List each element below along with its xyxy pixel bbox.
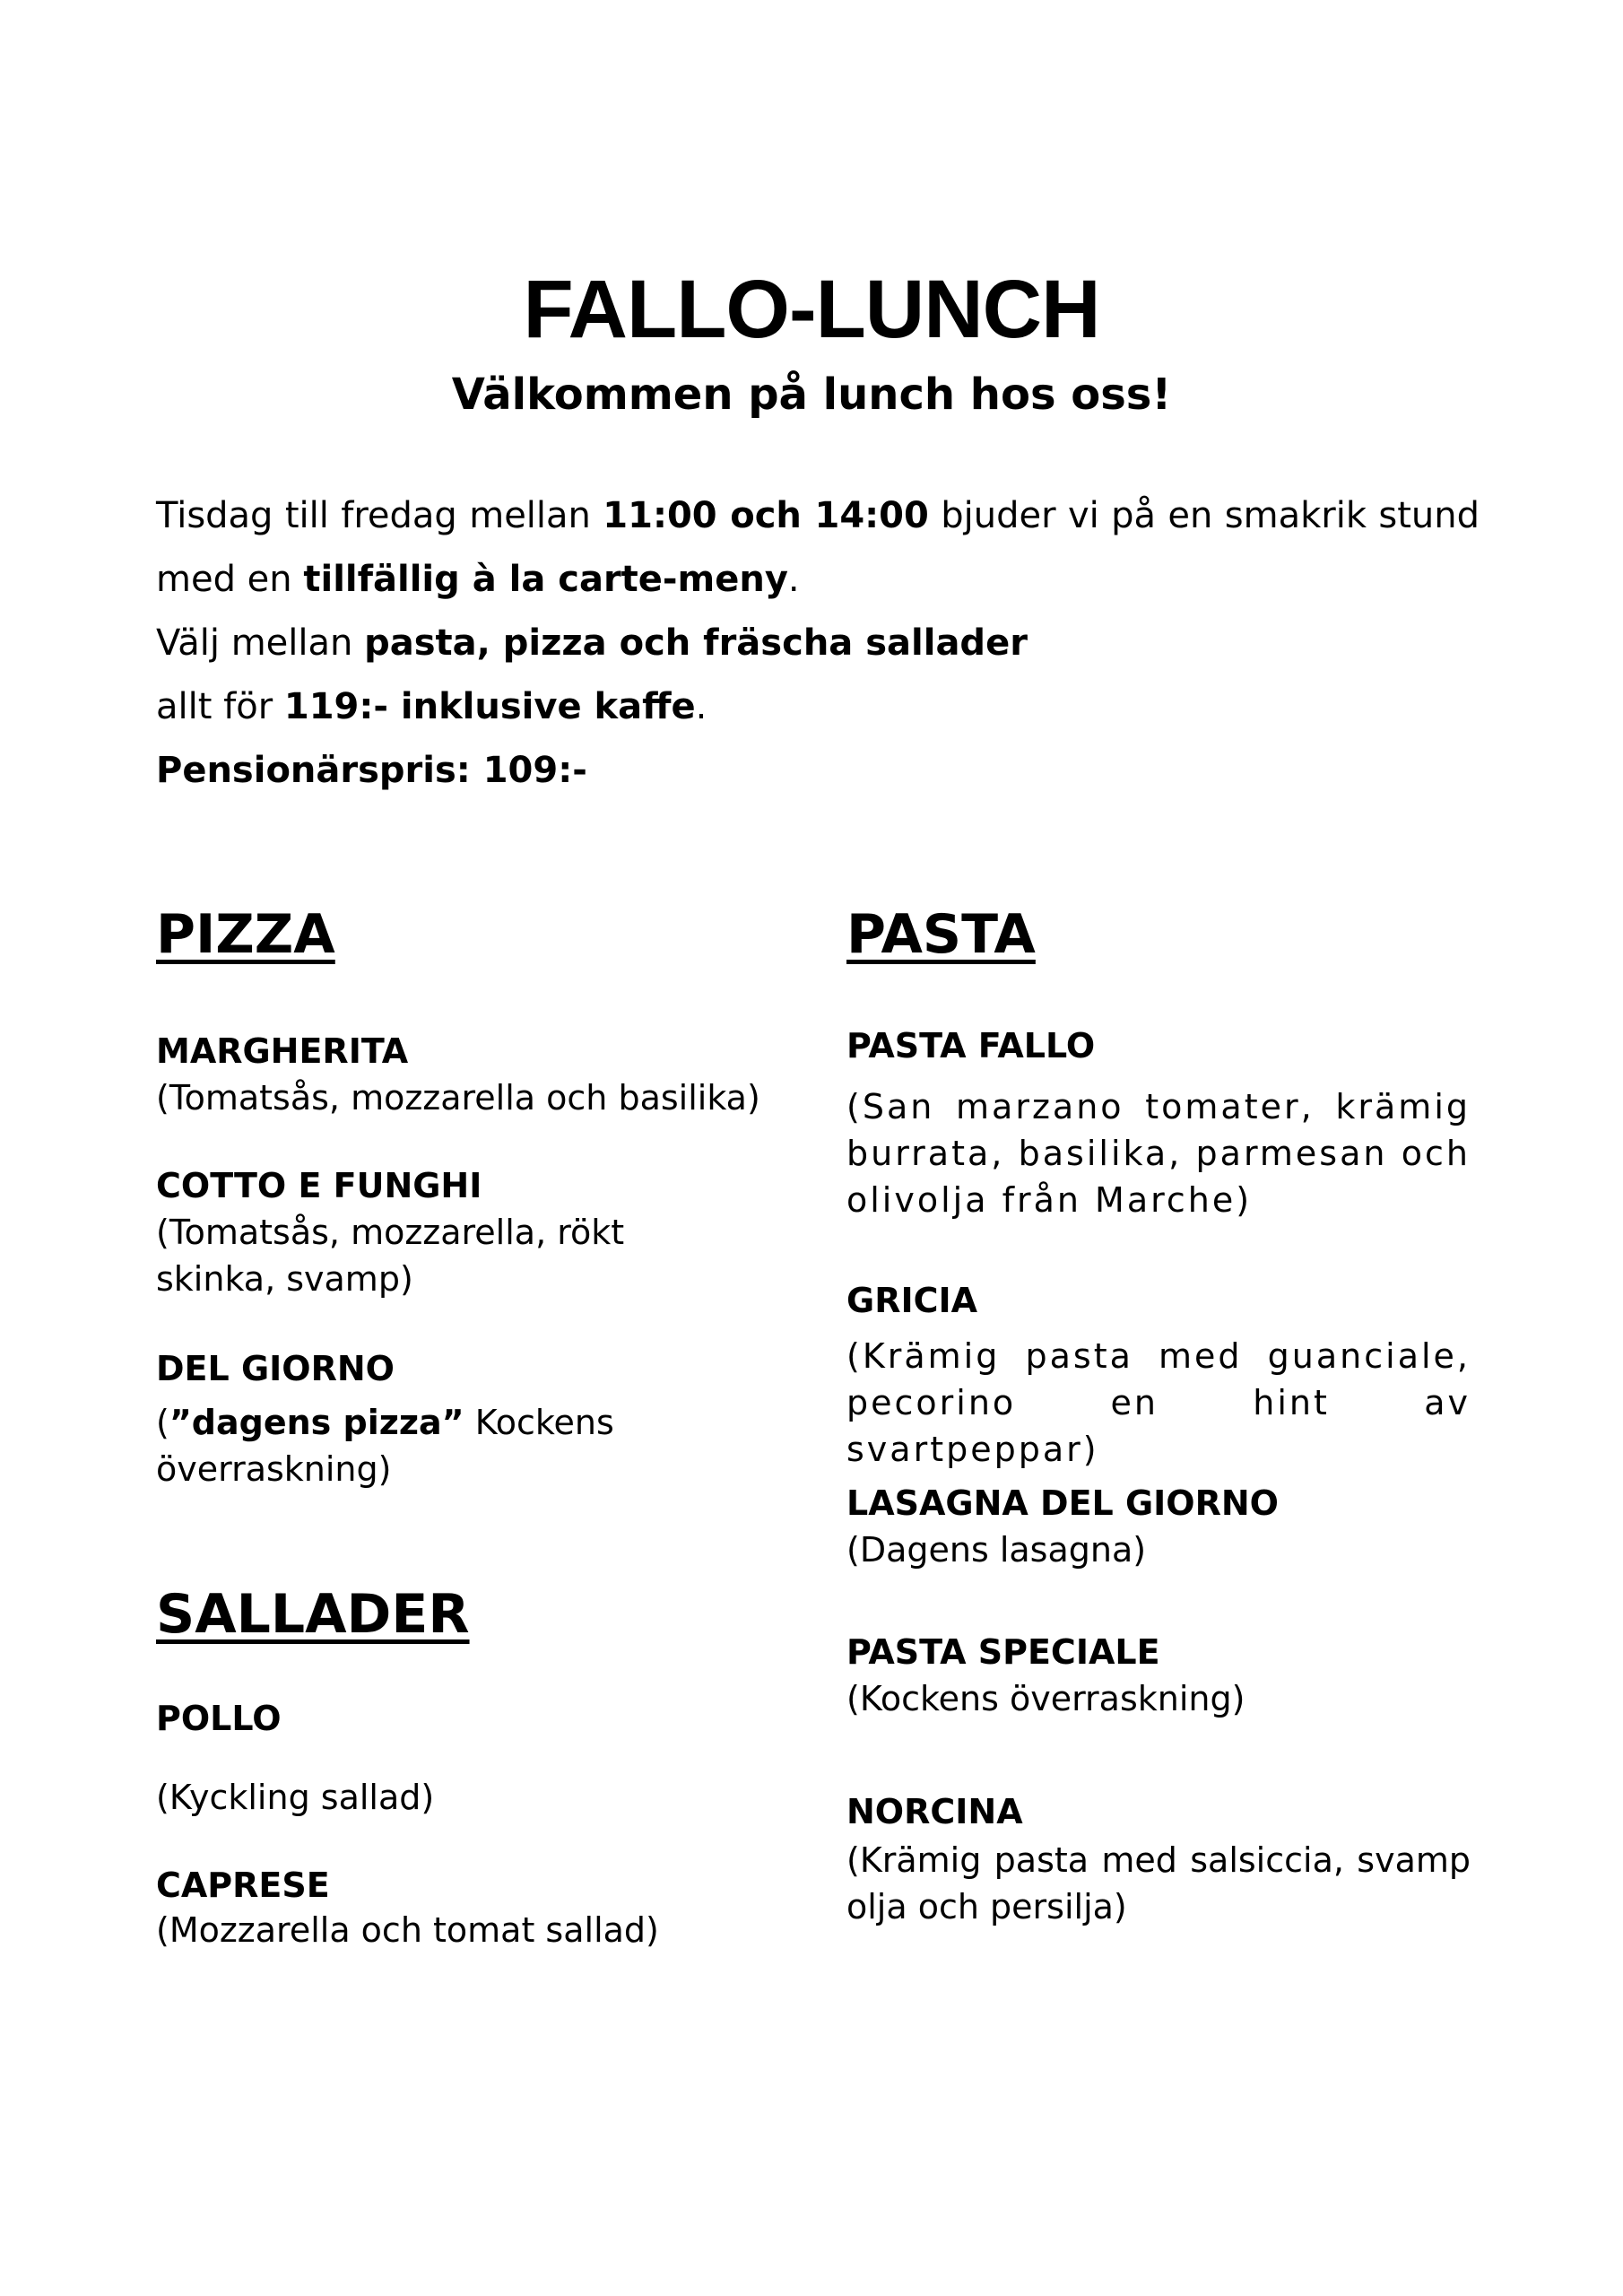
pasta-item-name: LASAGNA DEL GIORNO (846, 1483, 1279, 1523)
intro-line-5 (156, 739, 1480, 803)
pizza-item-desc (156, 1399, 658, 1492)
pasta-item-desc: (Kockens överraskning) (846, 1679, 1245, 1718)
intro-text-fragment: . (787, 559, 800, 600)
intro-text-fragment: . (695, 686, 707, 727)
pizza-item-name: MARGHERITA (156, 1031, 409, 1071)
desc-paren: ( (156, 1403, 169, 1442)
desc-highlight: ”dagens pizza” (169, 1403, 464, 1442)
sallad-item-name: CAPRESE (156, 1866, 330, 1905)
intro-line-1 (156, 484, 1480, 548)
pasta-heading: PASTA (846, 903, 1036, 966)
intro-text-fragment: allt för (156, 686, 284, 727)
intro-text-fragment: bjuder vi på en smakrik stund (928, 495, 1480, 536)
pizza-heading: PIZZA (156, 903, 335, 966)
pensioner-price: Pensionärspris: 109:- (156, 750, 587, 791)
pizza-item-name: COTTO E FUNGHI (156, 1166, 482, 1205)
pasta-item-name: PASTA FALLO (846, 1026, 1096, 1065)
intro-choices: pasta, pizza och fräscha sallader (364, 622, 1028, 664)
intro-text-fragment: Tisdag till fredag mellan (156, 495, 603, 536)
sallader-heading: SALLADER (156, 1583, 470, 1646)
sallad-item-desc: (Mozzarella och tomat sallad) (156, 1910, 659, 1950)
pasta-item-desc: (Krämig pasta med guanciale, pecorino en hint av svartpeppar) (846, 1336, 1471, 1469)
intro-line-3 (156, 612, 1480, 675)
pasta-item-desc: (San marzano tomater, krämig burrata, basilika, parmesan och olivolja från Marche) (846, 1087, 1471, 1220)
pasta-item-desc: (Dagens lasagna) (846, 1530, 1147, 1570)
intro-line-4 (156, 675, 1480, 739)
pasta-item-name: GRICIA (846, 1281, 978, 1320)
pasta-item-desc: (Krämig pasta med salsiccia, svamp olja och persilja) (846, 1840, 1471, 1926)
pizza-item-desc: (Tomatsås, mozzarella och basilika) (156, 1078, 760, 1118)
intro-hours: 11:00 och 14:00 (603, 495, 929, 536)
intro-price: 119:- inklusive kaffe (283, 686, 696, 727)
intro-line-2 (156, 548, 1480, 612)
pasta-item-name: NORCINA (846, 1792, 1023, 1831)
pizza-item-name: DEL GIORNO (156, 1349, 395, 1388)
page-subtitle: Välkommen på lunch hos oss! (451, 370, 1172, 420)
page-title: FALLO-LUNCH (523, 264, 1100, 355)
pizza-item-desc: (Tomatsås, mozzarella, rökt skinka, svamp) (156, 1213, 625, 1299)
intro-text (156, 484, 1480, 803)
intro-menu-type: tillfällig à la carte-meny (303, 559, 788, 600)
sallad-item-desc: (Kyckling sallad) (156, 1778, 435, 1817)
sallad-item-name: POLLO (156, 1699, 282, 1738)
pasta-item-name: PASTA SPECIALE (846, 1632, 1160, 1672)
intro-text-fragment: med en (156, 559, 304, 600)
desc-text: Kockens överraskning) (156, 1403, 614, 1489)
intro-text-fragment: Välj mellan (156, 622, 365, 664)
